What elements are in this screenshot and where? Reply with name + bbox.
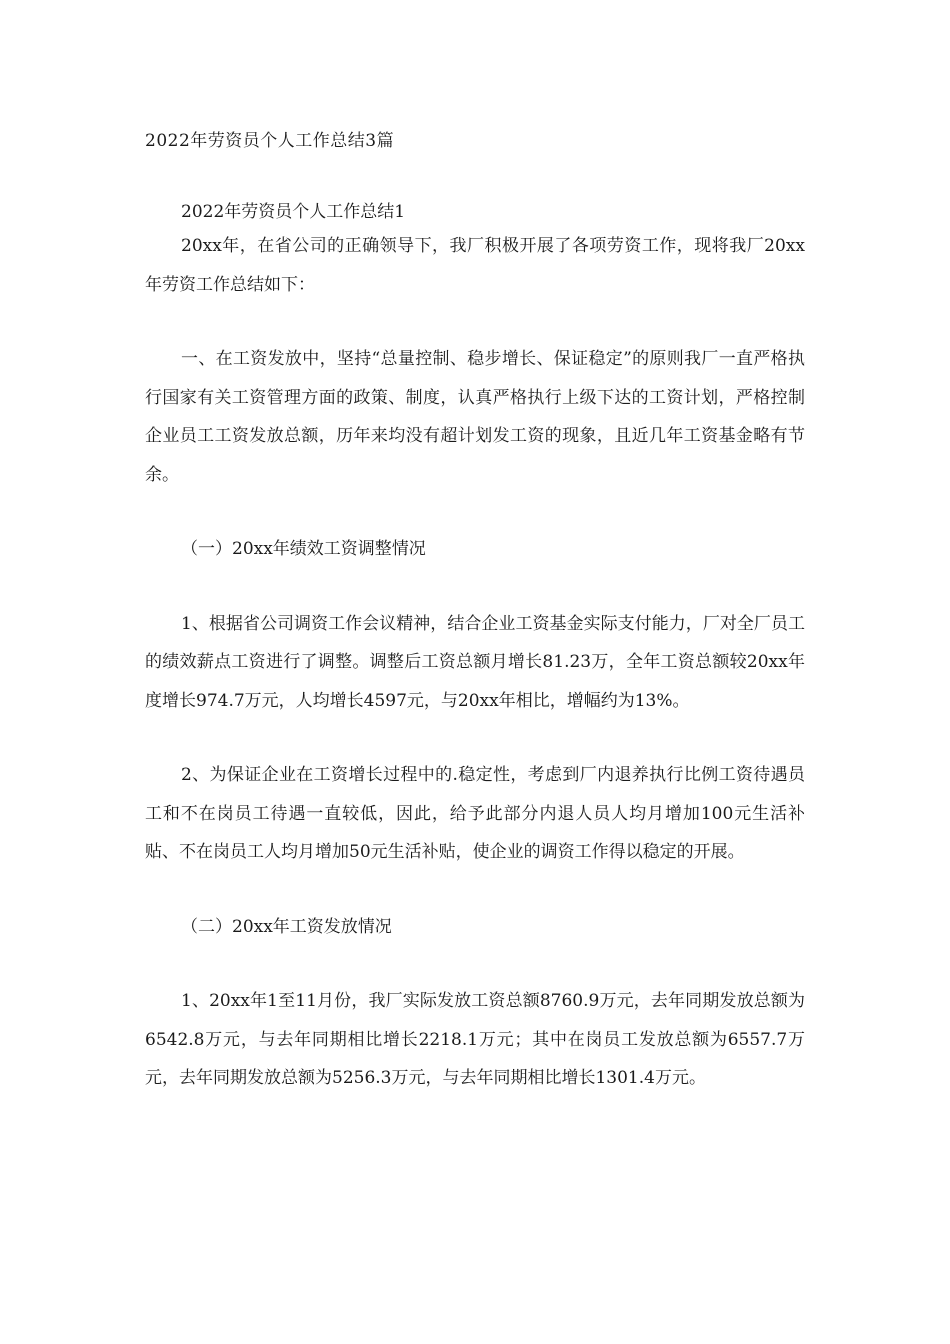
item-2-1-paragraph: 1、20xx年1至11月份，我厂实际发放工资总额8760.9万元，去年同期发放总额为6542.8万元，与去年同期相比增长2218.1万元；其中在岗员工发放总额为6557.7万元，去年同期发放总额为5256.3万元，与去年同期相比增长1301.4万元。 <box>145 991 805 1088</box>
subheading-1: （一）20xx年绩效工资调整情况 <box>181 539 426 559</box>
document-title: 2022年劳资员个人工作总结3篇 <box>145 131 395 151</box>
section-subtitle: 2022年劳资员个人工作总结1 <box>181 202 406 222</box>
section-1-paragraph: 一、在工资发放中，坚持“总量控制、稳步增长、保证稳定”的原则我厂一直严格执行国家有关工资管理方面的政策、制度，认真严格执行上级下达的工资计划，严格控制企业员工工资发放总额，历年来均没有超计划发工资的现象，且近几年工资基金略有节余。 <box>145 349 805 485</box>
subheading-2: （二）20xx年工资发放情况 <box>181 916 392 937</box>
item-1-2-paragraph: 2、为保证企业在工资增长过程中的.稳定性，考虑到厂内退养执行比例工资待遇员工和不在岗员工待遇一直较低，因此，给予此部分内退人员人均月增加100元生活补贴、不在岗员工人均月增加50元生活补贴，使企业的调资工作得以稳定的开展。 <box>145 765 805 862</box>
intro-paragraph: 20xx年，在省公司的正确领导下，我厂积极开展了各项劳资工作，现将我厂20xx年劳资工作总结如下： <box>145 236 805 295</box>
item-1-1-paragraph: 1、根据省公司调资工作会议精神，结合企业工资基金实际支付能力，厂对全厂员工的绩效薪点工资进行了调整。调整后工资总额月增长81.23万，全年工资总额较20xx年度增长974.7万元，人均增长4597元，与20xx年相比，增幅约为13%。 <box>145 613 805 711</box>
document-body <box>145 198 805 1098</box>
